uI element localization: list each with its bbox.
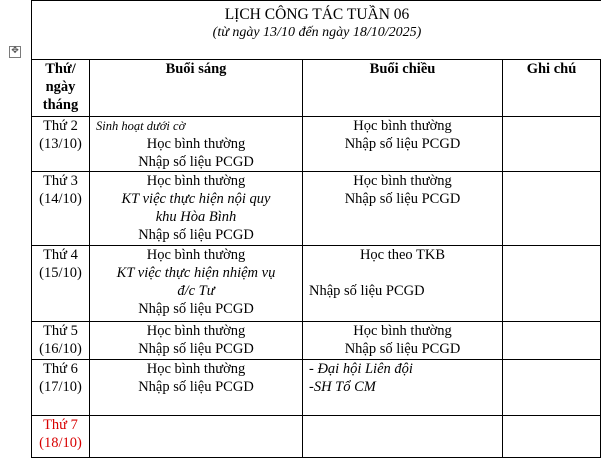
date-label: (13/10) — [39, 136, 82, 152]
day-cell — [32, 172, 90, 246]
header-day-line: tháng — [42, 97, 79, 113]
morning-item: Nhập số liệu PCGD — [138, 379, 254, 395]
note-cell — [503, 360, 601, 416]
header-day — [32, 60, 90, 117]
note-cell — [503, 172, 601, 246]
table-row — [32, 117, 601, 172]
date-label: (15/10) — [39, 265, 82, 281]
day-cell — [32, 117, 90, 172]
afternoon-item: Học bình thường — [353, 323, 452, 339]
morning-item: KT việc thực hiện nhiệm vụ — [116, 265, 276, 281]
header-afternoon: Buổi chiều — [303, 60, 503, 117]
afternoon-item: - Đại hội Liên đội — [309, 361, 413, 377]
header-row — [32, 60, 601, 117]
morning-item: Học bình thường — [146, 247, 246, 263]
table-row — [32, 172, 601, 246]
afternoon-item: Nhập số liệu PCGD — [344, 136, 461, 152]
morning-item: Học bình thường — [146, 136, 246, 152]
table-row — [32, 416, 601, 458]
page-subtitle: (từ ngày 13/10 đến ngày 18/10/2025) — [212, 25, 422, 40]
table-row — [32, 322, 601, 360]
afternoon-cell — [303, 246, 503, 322]
morning-item: đ/c Tư — [177, 283, 215, 299]
afternoon-item: Nhập số liệu PCGD — [344, 341, 461, 357]
afternoon-item: Học bình thường — [353, 173, 452, 189]
header-day-line: Thứ/ — [45, 61, 76, 77]
afternoon-cell — [303, 322, 503, 360]
date-label: (14/10) — [39, 191, 82, 207]
note-cell — [503, 117, 601, 172]
afternoon-item: Học theo TKB — [359, 247, 446, 263]
day-label: Thứ 2 — [43, 118, 78, 134]
table-row — [32, 246, 601, 322]
afternoon-cell — [303, 360, 503, 416]
day-cell — [32, 360, 90, 416]
morning-cell — [90, 117, 303, 172]
day-cell — [32, 246, 90, 322]
header-morning: Buổi sáng — [90, 60, 303, 117]
morning-cell — [90, 322, 303, 360]
morning-item: Nhập số liệu PCGD — [138, 227, 254, 243]
afternoon-item: Nhập số liệu PCGD — [344, 191, 461, 207]
afternoon-cell — [303, 172, 503, 246]
morning-item: Học bình thường — [146, 361, 246, 377]
note-cell — [503, 416, 601, 458]
morning-item: Sinh hoạt dưới cờ — [96, 119, 186, 133]
morning-item: khu Hòa Bình — [155, 209, 237, 225]
afternoon-cell — [303, 416, 503, 458]
morning-item: KT việc thực hiện nội quy — [121, 191, 271, 207]
header-day-line: ngày — [45, 79, 76, 95]
morning-item: Học bình thường — [146, 323, 246, 339]
day-label: Thứ 7 — [43, 417, 78, 433]
title-block — [31, 0, 601, 60]
move-handle-icon[interactable]: ✥ — [9, 46, 21, 58]
day-cell — [32, 416, 90, 458]
afternoon-item: Học bình thường — [353, 118, 452, 134]
morning-item: Nhập số liệu PCGD — [138, 301, 254, 317]
note-cell — [503, 246, 601, 322]
page-title: LỊCH CÔNG TÁC TUẦN 06 — [224, 6, 410, 23]
header-note: Ghi chú — [503, 60, 601, 117]
table-row — [32, 360, 601, 416]
spacer — [303, 264, 502, 282]
afternoon-item: -SH Tổ CM — [309, 379, 376, 395]
day-label: Thứ 5 — [43, 323, 78, 339]
note-cell — [503, 322, 601, 360]
morning-cell — [90, 246, 303, 322]
day-label: Thứ 4 — [43, 247, 78, 263]
date-label: (16/10) — [39, 341, 82, 357]
day-cell — [32, 322, 90, 360]
schedule-table — [31, 59, 601, 458]
afternoon-cell — [303, 117, 503, 172]
morning-item: Nhập số liệu PCGD — [138, 341, 254, 357]
day-label: Thứ 6 — [43, 361, 78, 377]
morning-item: Học bình thường — [146, 173, 246, 189]
afternoon-item: Nhập số liệu PCGD — [309, 283, 425, 299]
day-label: Thứ 3 — [43, 173, 78, 189]
morning-item: Nhập số liệu PCGD — [138, 154, 254, 170]
date-label: (17/10) — [39, 379, 82, 395]
morning-cell — [90, 360, 303, 416]
date-label: (18/10) — [39, 435, 82, 451]
morning-cell — [90, 172, 303, 246]
morning-cell — [90, 416, 303, 458]
